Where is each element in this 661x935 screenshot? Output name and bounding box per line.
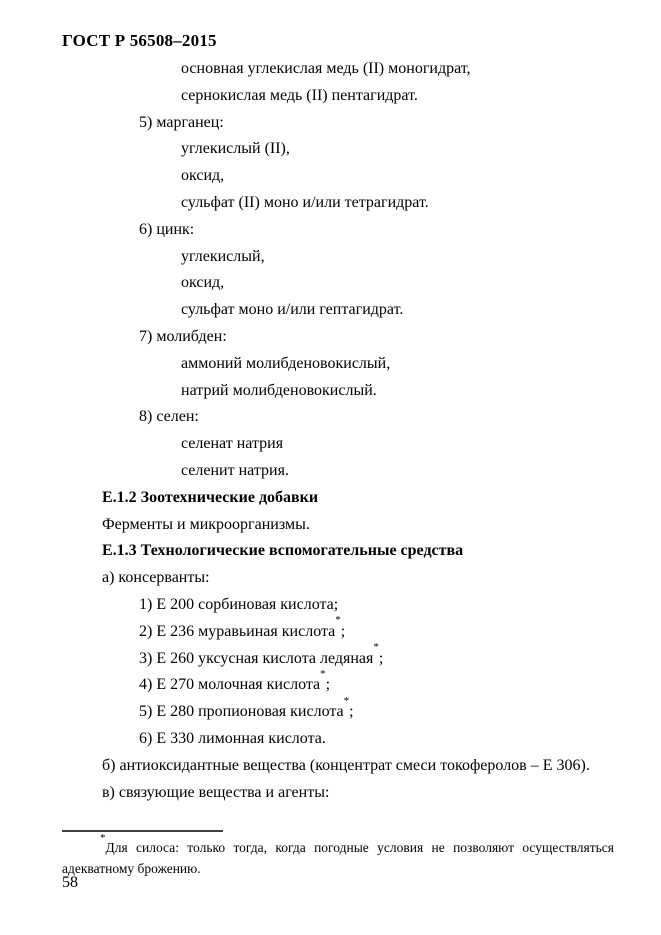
heading-line: Е.1.2 Зоотехнические добавки [102, 488, 319, 506]
text-line: 7) молибден: [139, 327, 227, 345]
text-line: 1) Е 200 сорбиновая кислота; [139, 595, 339, 613]
text-line: аммоний молибденовокислый, [181, 354, 391, 372]
text-line: Ферменты и микроорганизмы. [102, 515, 310, 533]
text-line: углекислый (II), [181, 140, 290, 158]
document-header: ГОСТ Р 56508–2015 [62, 31, 217, 50]
text-line: 5) Е 280 пропионовая кислота*; [139, 694, 354, 721]
text-line: 6) цинк: [139, 220, 195, 238]
footnote-text: Для силоса: только тогда, когда погодные условия не позволяют осуществляться адекватному брожению. [62, 840, 614, 876]
footnote [62, 831, 614, 879]
text-line: углекислый, [181, 247, 265, 265]
text-line: селенит натрия. [181, 461, 289, 479]
text-line: сернокислая медь (II) пентагидрат. [181, 86, 418, 104]
footnote-reference-marker: * [320, 668, 326, 680]
text-line: 6) Е 330 лимонная кислота. [139, 729, 326, 747]
text-line: основная углекислая медь (II) моногидрат, [181, 60, 471, 77]
text-line: 4) Е 270 молочная кислота*; [139, 668, 331, 694]
text-line: б) антиоксидантные вещества (концентрат смеси токоферолов – Е 306). [102, 756, 590, 774]
footnote-reference-marker: * [373, 641, 379, 654]
text-line: натрий молибденовокислый. [181, 381, 377, 399]
text-line: в) связующие вещества и агенты: [102, 783, 330, 801]
document-body [62, 56, 622, 806]
page-number: 58 [62, 874, 78, 891]
text-line: селенат натрия [181, 435, 284, 453]
footnote-marker: * [100, 831, 106, 844]
heading-line: Е.1.3 Технологические вспомогательные средства [102, 542, 464, 560]
text-line: 2) Е 236 муравьиная кислота*; [139, 614, 346, 640]
text-line: оксид, [181, 167, 225, 185]
text-line: сульфат моно и/или гептагидрат. [181, 301, 404, 319]
text-line: оксид, [181, 274, 225, 292]
text-line: а) консерванты: [102, 569, 210, 587]
text-line: 5) марганец: [139, 113, 224, 131]
footnote-reference-marker: * [343, 694, 350, 707]
text-line: сульфат (II) моно и/или тетрагидрат. [181, 193, 429, 211]
text-line: 8) селен: [139, 408, 199, 426]
text-line: 3) Е 260 уксусная кислота ледяная*; [139, 641, 384, 667]
footnote-reference-marker: * [335, 614, 341, 627]
footnote-separator [62, 830, 223, 832]
